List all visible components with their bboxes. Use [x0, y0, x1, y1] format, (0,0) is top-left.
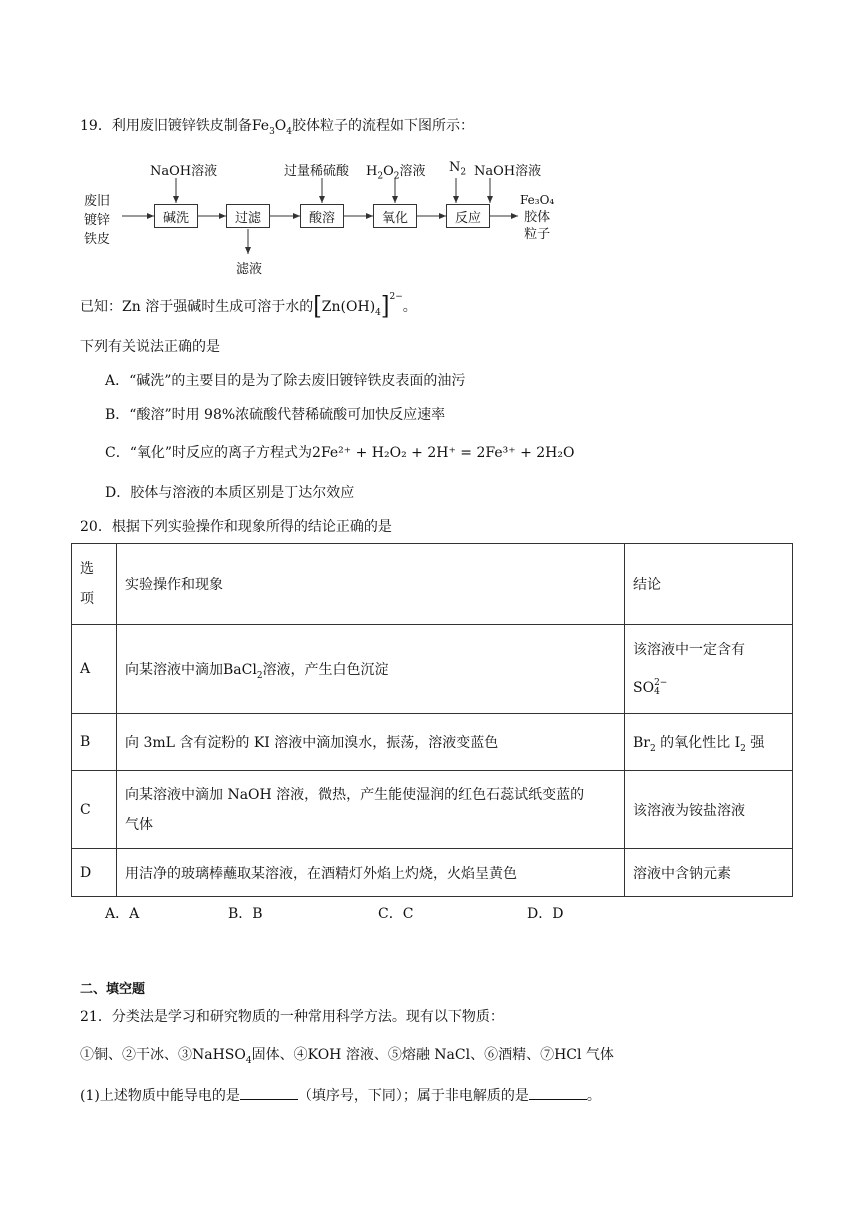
q19-known-info: 已知：Zn 溶于强碱时生成可溶于水的 [ $Zn(OH)_4$ ] $^{2-}$ 。: [80, 292, 417, 321]
section-title: 二、填空题: [80, 982, 146, 997]
flow-step-reaction: 反应: [446, 204, 490, 228]
flow-step-acid-dissolve: 酸溶: [300, 204, 344, 228]
q19-stem: [80, 118, 475, 137]
reagent-h2o2: $H_2O_2$溶液: [366, 164, 426, 182]
row-operation: 向某溶液中滴加BaCl$_2$溶液，产生白色沉淀: [117, 625, 625, 714]
flow-step-alkali-wash: 碱洗: [154, 204, 198, 228]
reagent-naoh-1: NaOH溶液: [150, 164, 218, 179]
bracket-open: [: [313, 292, 322, 321]
q21-stem: 21．分类法是学习和研究物质的一种常用科学方法。现有以下物质：: [80, 1009, 504, 1025]
q20-answer-a[interactable]: A．A: [105, 906, 140, 922]
q19-stem-b: 胶体粒子的流程如下图所示：: [292, 118, 475, 134]
q20-answer-b[interactable]: B．B: [228, 906, 263, 922]
q19-option-c[interactable]: C．“氧化”时反应的离子方程式为2Fe²⁺ + H₂O₂ + 2H⁺ = 2Fe³⁺ + 2H₂O: [105, 445, 575, 461]
header-option: 选 项: [72, 544, 117, 625]
table-row: [72, 771, 793, 849]
q20-answer-d[interactable]: D．D: [527, 906, 564, 922]
flow-step-oxidation: 氧化: [373, 204, 417, 228]
table-row: [72, 849, 793, 897]
row-operation: 用洁净的玻璃棒蘸取某溶液，在酒精灯外焰上灼烧，火焰呈黄色: [117, 849, 625, 897]
row-label: B: [72, 714, 117, 771]
reagent-dilute-sulfuric-acid: 过量稀硫酸: [284, 164, 350, 179]
q19-stem-a: 19．利用废旧镀锌铁皮制备: [80, 118, 252, 134]
row-conclusion: $Br_2$ 的氧化性比 $I_2$ 强: [625, 714, 793, 771]
row-label: D: [72, 849, 117, 897]
row-operation: 向某溶液中滴加 NaOH 溶液，微热，产生能使湿润的红色石蕊试纸变蓝的 气体: [117, 771, 625, 849]
flow-filtrate-label: 滤液: [236, 262, 263, 277]
reagent-naoh-2: NaOH溶液: [474, 164, 542, 179]
q19-option-d[interactable]: D．胶体与溶液的本质区别是丁达尔效应: [105, 485, 355, 501]
q21-substance-list: ①铜、②干冰、③NaHSO$_4$固体、④KOH 溶液、⑤熔融 NaCl、⑥酒精、⑦HCl 气体: [80, 1047, 614, 1066]
bracket-close: ]: [380, 292, 390, 321]
reagent-n2: $N_2$: [449, 160, 467, 178]
header-conclusion: 结论: [625, 544, 793, 625]
q21-part1: (1)上述物质中能导电的是 （填序号，下同）；属于非电解质的是 。: [80, 1088, 601, 1104]
row-conclusion: 溶液中含钠元素: [625, 849, 793, 897]
q19-option-a[interactable]: A．“碱洗”的主要目的是为了除去废旧镀锌铁皮表面的油污: [105, 373, 466, 389]
q19-option-b[interactable]: B．“酸溶”时用 98%浓硫酸代替稀硫酸可加快反应速率: [105, 407, 446, 423]
experiment-table: [71, 543, 793, 897]
q20-stem: 20．根据下列实验操作和现象所得的结论正确的是: [80, 519, 392, 535]
ionic-equation: 2Fe²⁺ + H₂O₂ + 2H⁺ = 2Fe³⁺ + 2H₂O: [312, 445, 575, 461]
row-label: A: [72, 625, 117, 714]
row-operation: 向 3mL 含有淀粉的 KI 溶液中滴加溴水，振荡，溶液变蓝色: [117, 714, 625, 771]
zincate-formula: $Zn(OH)_4$: [321, 299, 381, 318]
row-label: C: [72, 771, 117, 849]
row-conclusion: 该溶液中一定含有 SO 2− 4: [625, 625, 793, 714]
flow-end-label: Fe₃O₄ 胶体 粒子: [520, 193, 555, 242]
q19-prompt: 下列有关说法正确的是: [80, 339, 220, 355]
header-operation: 实验操作和现象: [117, 544, 625, 625]
answer-blank-1[interactable]: [240, 1087, 298, 1100]
answer-blank-2[interactable]: [529, 1087, 587, 1100]
table-row: [72, 714, 793, 771]
flow-start-label: 废旧 镀锌 铁皮: [84, 194, 111, 247]
flow-step-filtration: 过滤: [226, 204, 270, 228]
q19-formula: $Fe_3O_4$: [251, 118, 293, 137]
q20-answer-c[interactable]: C．C: [378, 906, 414, 922]
table-row: [72, 625, 793, 714]
table-header-row: [72, 544, 793, 625]
row-conclusion: 该溶液为铵盐溶液: [625, 771, 793, 849]
